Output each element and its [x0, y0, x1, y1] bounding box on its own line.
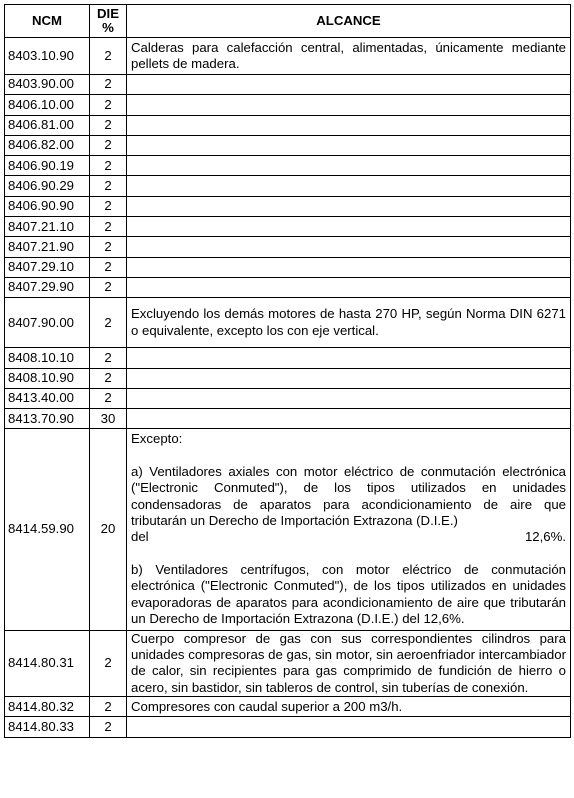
table-row — [5, 217, 571, 237]
alcance-cell — [127, 277, 571, 297]
alcance-cell — [127, 156, 571, 176]
die-cell: 2 — [90, 368, 127, 388]
ncm-cell: 8406.10.00 — [5, 95, 90, 115]
alcance-cell — [127, 237, 571, 257]
alcance-cell: Cuerpo compresor de gas con sus correspondientes cilindros para unidades compresoras de gas, sin motor, sin aeroenfriador intercambiador de calor, sin recipientes para gas comprimido de fundición de hierro o acero, sin bastidor, sin tableros de control, sin tuberías de conexión. — [127, 630, 571, 697]
alcance-cell: Calderas para calefacción central, alimentadas, únicamente mediante pellets de madera. — [127, 38, 571, 75]
alcance-item-a-tail-right: 12,6%. — [524, 529, 566, 545]
ncm-cell: 8408.10.90 — [5, 368, 90, 388]
die-cell: 2 — [90, 115, 127, 135]
ncm-cell: 8414.80.33 — [5, 717, 90, 737]
alcance-item-b: b) Ventiladores centrífugos, con motor eléctrico de conmutación electrónica ("Electronic Conmuted"), de los tipos utilizados en unidades evaporadoras de aparatos para acondicionamiento de aire que tributarán un Derecho de Importación Extrazona (D.I.E.) del 12,6%. — [131, 561, 566, 627]
table-row — [5, 95, 571, 115]
table-row — [5, 277, 571, 297]
die-cell: 2 — [90, 388, 127, 408]
die-cell: 2 — [90, 156, 127, 176]
ncm-cell: 8407.29.10 — [5, 257, 90, 277]
header-die-line2: % — [102, 20, 114, 35]
table-row — [5, 196, 571, 216]
alcance-cell — [127, 75, 571, 95]
die-cell: 2 — [90, 697, 127, 717]
ncm-cell: 8406.90.19 — [5, 156, 90, 176]
die-cell: 2 — [90, 348, 127, 368]
alcance-item-a — [131, 464, 566, 546]
ncm-cell: 8407.21.90 — [5, 237, 90, 257]
table-row — [5, 156, 571, 176]
die-cell: 2 — [90, 38, 127, 75]
ncm-table — [4, 4, 571, 738]
table-row — [5, 368, 571, 388]
alcance-cell — [127, 115, 571, 135]
ncm-cell: 8413.70.90 — [5, 409, 90, 429]
alcance-cell — [127, 717, 571, 737]
alcance-cell — [127, 388, 571, 408]
alcance-item-a-tail — [131, 529, 566, 545]
table-row — [5, 257, 571, 277]
alcance-item-a-tail-left: del — [131, 529, 149, 545]
header-ncm: NCM — [5, 5, 90, 38]
table-row — [5, 717, 571, 737]
die-cell: 2 — [90, 237, 127, 257]
table-row — [5, 38, 571, 75]
header-die — [90, 5, 127, 38]
table-row — [5, 237, 571, 257]
ncm-cell: 8406.90.90 — [5, 196, 90, 216]
ncm-cell: 8414.80.32 — [5, 697, 90, 717]
die-cell: 20 — [90, 429, 127, 630]
ncm-cell: 8414.80.31 — [5, 630, 90, 697]
table-row — [5, 630, 571, 697]
alcance-cell — [127, 348, 571, 368]
header-alcance: ALCANCE — [127, 5, 571, 38]
die-cell: 2 — [90, 217, 127, 237]
ncm-cell: 8408.10.10 — [5, 348, 90, 368]
die-cell: 2 — [90, 75, 127, 95]
header-row — [5, 5, 571, 38]
alcance-cell — [127, 135, 571, 155]
header-die-line1: DIE — [97, 6, 119, 21]
alcance-intro: Excepto: — [131, 431, 183, 447]
alcance-cell — [127, 95, 571, 115]
alcance-cell: Compresores con caudal superior a 200 m3/h. — [127, 697, 571, 717]
ncm-cell: 8403.10.90 — [5, 38, 90, 75]
alcance-item-a-text: a) Ventiladores axiales con motor eléctrico de conmutación electrónica ("Electronic Conmuted"), de los tipos utilizados en unidades condensadoras de aparatos para acondicionamiento de aire que tributarán un Derecho de Importación Extrazona (D.I.E.) — [131, 463, 566, 529]
ncm-cell: 8407.29.90 — [5, 277, 90, 297]
die-cell: 2 — [90, 257, 127, 277]
table-row — [5, 429, 571, 630]
die-cell: 2 — [90, 298, 127, 348]
die-cell: 2 — [90, 135, 127, 155]
ncm-cell: 8406.81.00 — [5, 115, 90, 135]
alcance-cell — [127, 429, 571, 630]
ncm-cell: 8407.90.00 — [5, 298, 90, 348]
die-cell: 2 — [90, 630, 127, 697]
table-row — [5, 409, 571, 429]
ncm-cell: 8413.40.00 — [5, 388, 90, 408]
ncm-cell: 8403.90.00 — [5, 75, 90, 95]
ncm-cell: 8406.90.29 — [5, 176, 90, 196]
table-row — [5, 115, 571, 135]
die-cell: 2 — [90, 196, 127, 216]
die-cell: 2 — [90, 277, 127, 297]
alcance-cell — [127, 217, 571, 237]
ncm-cell: 8406.82.00 — [5, 135, 90, 155]
alcance-cell — [127, 257, 571, 277]
table-row — [5, 298, 571, 348]
table-row — [5, 388, 571, 408]
alcance-cell — [127, 368, 571, 388]
die-cell: 2 — [90, 176, 127, 196]
table-row — [5, 176, 571, 196]
alcance-cell: Excluyendo los demás motores de hasta 270 HP, según Norma DIN 6271 o equivalente, excepto los con eje vertical. — [127, 298, 571, 348]
table-row — [5, 697, 571, 717]
table-row — [5, 348, 571, 368]
table-row — [5, 75, 571, 95]
alcance-cell — [127, 409, 571, 429]
die-cell: 2 — [90, 717, 127, 737]
ncm-cell: 8407.21.10 — [5, 217, 90, 237]
die-cell: 30 — [90, 409, 127, 429]
ncm-cell: 8414.59.90 — [5, 429, 90, 630]
table-row — [5, 135, 571, 155]
die-cell: 2 — [90, 95, 127, 115]
alcance-cell — [127, 176, 571, 196]
alcance-cell — [127, 196, 571, 216]
